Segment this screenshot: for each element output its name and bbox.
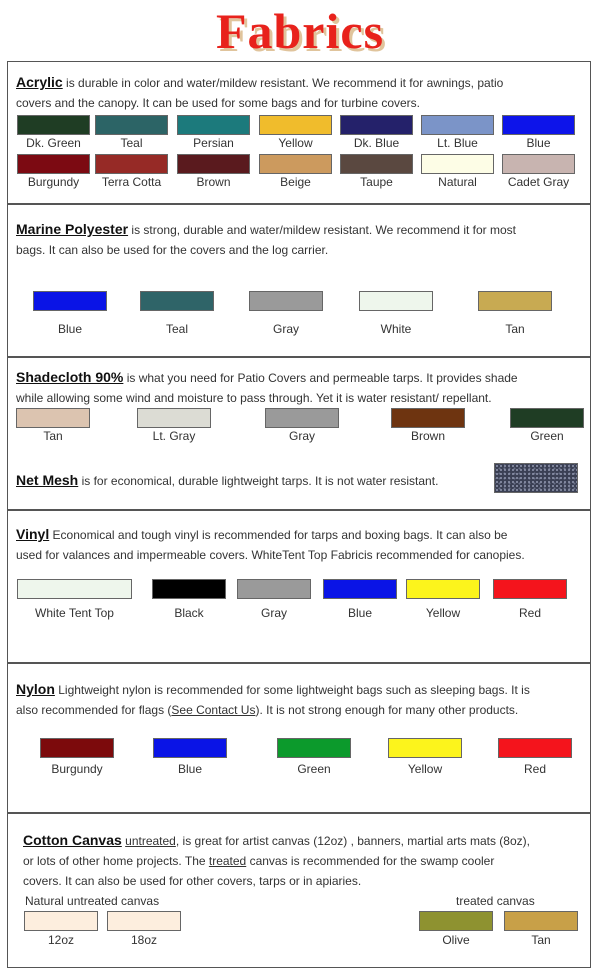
natural-label-18oz: 18oz (130, 933, 158, 947)
acrylic-text-2: covers and the canopy. It can be used for some bags and for turbine covers. (16, 96, 421, 110)
acrylic-label-teal: Teal (120, 136, 143, 150)
cotton-text-3: covers. It can also be used for other covers, tarps or in apiaries. (23, 874, 362, 888)
acrylic-label-beige: Beige (280, 175, 311, 189)
vinyl-label-white-tent-top: White Tent Top (35, 606, 114, 620)
contact-us-link[interactable]: See Contact Us (171, 703, 256, 717)
vinyl-label-black: Black (174, 606, 204, 620)
acrylic-swatch-blue (502, 115, 575, 135)
acrylic-label-brown: Brown (196, 175, 231, 189)
acrylic-label-natural: Natural (438, 175, 477, 189)
treated-label-tan: Tan (531, 933, 551, 947)
natural-swatch-12oz (24, 911, 98, 931)
marine-label-tan: Tan (505, 322, 525, 336)
marine-swatch-gray (249, 291, 323, 311)
shadecloth-description (16, 367, 586, 408)
acrylic-swatch-burgundy (17, 154, 90, 174)
section-acrylic (7, 61, 591, 204)
section-nylon (7, 663, 591, 813)
natural-swatch-18oz (107, 911, 181, 931)
shadecloth-label-green: Green (530, 429, 564, 443)
vinyl-text-2: used for valances and impermeable covers. WhiteTent Top Fabricis recommended for canopies. (16, 548, 525, 562)
acrylic-label-yellow: Yellow (278, 136, 313, 150)
shadecloth-label-tan: Tan (43, 429, 63, 443)
nylon-swatch-blue (153, 738, 227, 758)
vinyl-text-1: Economical and tough vinyl is recommended for tarps and boxing bags. It can also be (49, 528, 508, 542)
vinyl-swatch-gray (237, 579, 311, 599)
vinyl-swatch-blue (323, 579, 397, 599)
natural-label-12oz: 12oz (47, 933, 75, 947)
vinyl-swatch-black (152, 579, 226, 599)
shadecloth-label-gray: Gray (288, 429, 315, 443)
vinyl-description (16, 524, 586, 565)
marine-label-white: White (380, 322, 412, 336)
marine-description (16, 219, 586, 260)
vinyl-swatch-yellow (406, 579, 480, 599)
shadecloth-swatch-tan (16, 408, 90, 428)
acrylic-label-lt-blue: Lt. Blue (437, 136, 478, 150)
acrylic-label-dk-blue: Dk. Blue (353, 136, 400, 150)
acrylic-swatch-persian (177, 115, 250, 135)
section-vinyl (7, 510, 591, 663)
treated-swatch-tan (504, 911, 578, 931)
marine-swatch-tan (478, 291, 552, 311)
nylon-label-blue: Blue (177, 762, 203, 776)
cotton-text-2a: or lots of other home projects. The (23, 854, 209, 868)
natural-canvas-heading: Natural untreated canvas (25, 894, 160, 908)
netmesh-description (16, 470, 496, 491)
acrylic-swatch-beige (259, 154, 332, 174)
vinyl-swatch-white-tent-top (17, 579, 132, 599)
nylon-text-2a: also recommended for flags ( (16, 703, 172, 717)
marine-swatch-white (359, 291, 433, 311)
shadecloth-heading: Shadecloth 90% (16, 369, 124, 385)
vinyl-label-blue: Blue (347, 606, 373, 620)
nylon-heading: Nylon (16, 681, 55, 697)
section-marine-polyester (7, 204, 591, 357)
nylon-description (16, 679, 586, 720)
shadecloth-label-brown: Brown (410, 429, 445, 443)
marine-swatch-blue (33, 291, 107, 311)
cotton-description (23, 830, 588, 891)
acrylic-label-cadet-gray: Cadet Gray (507, 175, 570, 189)
nylon-swatch-burgundy (40, 738, 114, 758)
section-cotton-canvas (7, 813, 591, 968)
marine-text-2: bags. It can also be used for the covers and the log carrier. (16, 243, 329, 257)
vinyl-label-gray: Gray (260, 606, 287, 620)
acrylic-description (16, 72, 586, 113)
acrylic-swatch-dk-green (17, 115, 90, 135)
acrylic-label-blue: Blue (526, 136, 551, 150)
acrylic-swatch-cadet-gray (502, 154, 575, 174)
netmesh-text: is for economical, durable lightweight tarps. It is not water resistant. (78, 474, 439, 488)
page-title: Fabrics (215, 3, 385, 59)
treated-canvas-heading: treated canvas (456, 894, 535, 908)
marine-heading: Marine Polyester (16, 221, 129, 237)
cotton-heading: Cotton Canvas (23, 832, 122, 848)
vinyl-label-red: Red (518, 606, 541, 620)
shadecloth-text-2: while allowing some wind and moisture to pass through. Yet it is water resistant/ repellant. (16, 391, 492, 405)
nylon-text-2b: ). It is not strong enough for many other products. (255, 703, 519, 717)
shadecloth-label-lt-gray: Lt. Gray (152, 429, 196, 443)
nylon-text-1: Lightweight nylon is recommended for some lightweight bags such as sleeping bags. It is (54, 683, 530, 697)
untreated-word: untreated (125, 834, 176, 848)
marine-label-teal: Teal (165, 322, 188, 336)
acrylic-swatch-terra-cotta (95, 154, 168, 174)
shadecloth-swatch-green (510, 408, 584, 428)
cotton-text-1: , is great for artist canvas (12oz) , banners, martial arts mats (8oz), (175, 834, 530, 848)
netmesh-heading: Net Mesh (16, 472, 79, 488)
shadecloth-swatch-gray (265, 408, 339, 428)
acrylic-swatch-dk-blue (340, 115, 413, 135)
marine-label-blue: Blue (57, 322, 83, 336)
nylon-label-green: Green (297, 762, 331, 776)
acrylic-swatch-natural (421, 154, 494, 174)
shadecloth-swatch-lt-gray (137, 408, 211, 428)
marine-swatch-teal (140, 291, 214, 311)
acrylic-label-taupe: Taupe (360, 175, 393, 189)
acrylic-swatch-teal (95, 115, 168, 135)
vinyl-swatch-red (493, 579, 567, 599)
acrylic-swatch-yellow (259, 115, 332, 135)
acrylic-label-terra-cotta: Terra Cotta (101, 175, 162, 189)
shadecloth-text-1: is what you need for Patio Covers and permeable tarps. It provides shade (123, 371, 518, 385)
nylon-label-burgundy: Burgundy (51, 762, 103, 776)
acrylic-text-1: is durable in color and water/mildew resistant. We recommend it for awnings, patio (62, 76, 504, 90)
marine-text-1: is strong, durable and water/mildew resistant. We recommend it for most (128, 223, 516, 237)
netmesh-swatch (494, 463, 578, 493)
treated-label-olive: Olive (442, 933, 470, 947)
nylon-swatch-red (498, 738, 572, 758)
vinyl-label-yellow: Yellow (425, 606, 461, 620)
cotton-text-2b: canvas is recommended for the swamp cooler (246, 854, 495, 868)
treated-swatch-olive (419, 911, 493, 931)
acrylic-label-dk-green: Dk. Green (26, 136, 81, 150)
acrylic-swatch-lt-blue (421, 115, 494, 135)
treated-word: treated (208, 854, 247, 868)
acrylic-swatch-taupe (340, 154, 413, 174)
vinyl-heading: Vinyl (16, 526, 50, 542)
acrylic-label-persian: Persian (193, 136, 234, 150)
section-shadecloth (7, 357, 591, 510)
nylon-label-yellow: Yellow (407, 762, 443, 776)
nylon-swatch-green (277, 738, 351, 758)
marine-label-gray: Gray (272, 322, 299, 336)
acrylic-heading: Acrylic (16, 74, 63, 90)
shadecloth-swatch-brown (391, 408, 465, 428)
acrylic-label-burgundy: Burgundy (27, 175, 80, 189)
acrylic-swatch-brown (177, 154, 250, 174)
nylon-label-red: Red (523, 762, 546, 776)
nylon-swatch-yellow (388, 738, 462, 758)
